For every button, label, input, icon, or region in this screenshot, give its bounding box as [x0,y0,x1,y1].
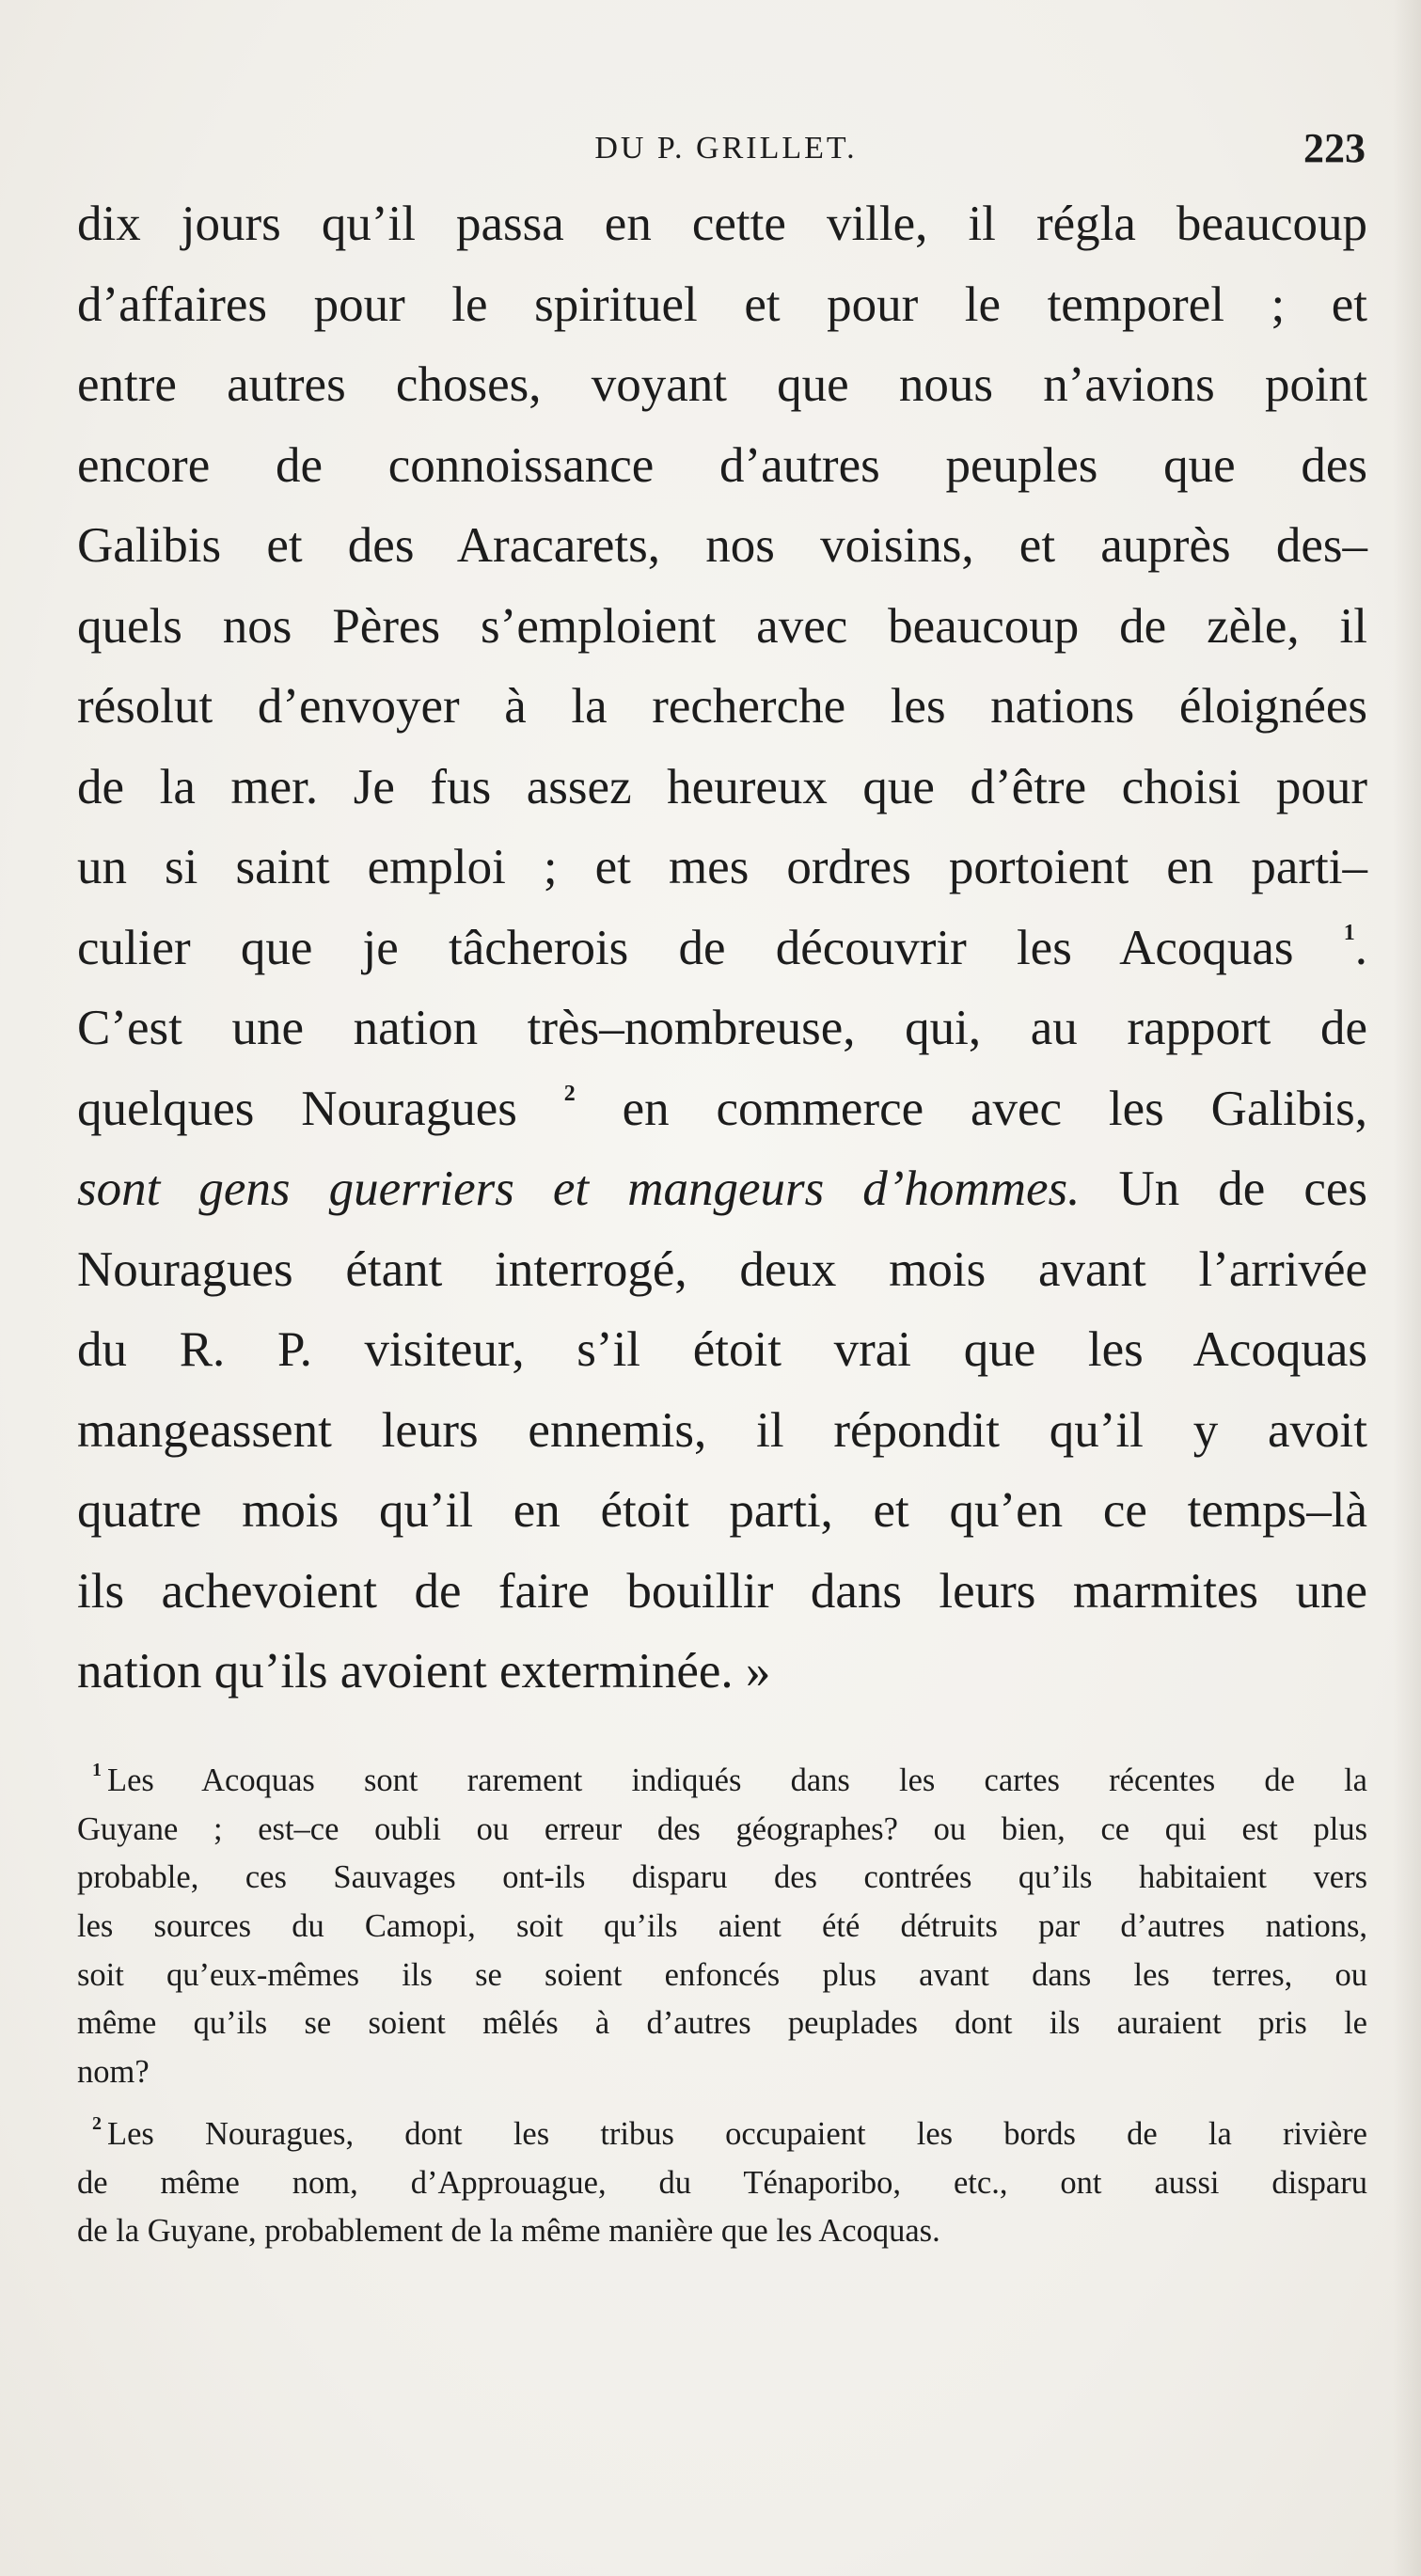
text-line: résolut d’envoyer à la recherche les nations éloignées [77,679,1367,734]
text-segment: culier que je tâcherois de découvrir les Acoquas [77,920,1294,975]
text-line: mangeassent leurs ennemis, il répondit qu’il y avoit [77,1402,1367,1458]
text-line [77,909,1367,989]
footnote-reference[interactable]: 2 [563,1081,576,1106]
footnote-line: de la Guyane, probablement de la même manière que les Acoquas. [77,2213,940,2250]
text-line [77,1149,1367,1230]
text-segment: quelques Nouragues [77,1081,517,1136]
text-line: encore de connoissance d’autres peuples que des [77,437,1367,493]
text-line: d’affaires pour le spirituel et pour le temporel ; et [77,277,1367,332]
footnotes [77,1757,1367,2269]
page-edge-shadow [1393,0,1421,2576]
footnote-line: nom? [77,2054,150,2091]
footnote-2 [77,2110,1367,2256]
text-line: C’est une nation très–nombreuse, qui, au rapport de [77,1001,1367,1055]
text-line: nation qu’ils avoient exterminée. » [77,1644,771,1699]
footnote-line: même qu’ils se soient mêlés à d’autres peuplades dont ils auraient pris le [77,2005,1367,2042]
italic-text: sont gens guerriers et mangeurs d’hommes. [77,1162,1081,1216]
footnote-mark: 2 [92,2112,102,2134]
footnote-line: probable, ces Sauvages ont-ils disparu des contrées qu’ils habitaient vers [77,1859,1367,1896]
text-segment: en commerce avec les Galibis, [622,1081,1368,1136]
text-line: un si saint emploi ; et mes ordres portoient en parti– [77,840,1367,894]
text-line: de la mer. Je fus assez heureux que d’être choisi pour [77,759,1367,814]
text-segment: . [1354,920,1368,975]
text-line: entre autres choses, voyant que nous n’avions point [77,357,1367,412]
text-segment: Les Nouragues, dont les tribus occupaient les bords de la rivière [107,2115,1367,2152]
text-segment: Un de ces [1118,1162,1367,1216]
footnote-line [77,2110,1367,2159]
text-line: du R. P. visiteur, s’il étoit vrai que les Acoquas [77,1322,1367,1377]
text-segment: Les Acoquas sont rarement indiqués dans les cartes récentes de la [107,1762,1367,1798]
text-line: ils achevoient de faire bouillir dans leurs marmites une [77,1563,1367,1619]
footnote-line: Guyane ; est–ce oubli ou erreur des géographes? ou bien, ce qui est plus [77,1810,1367,1847]
footnote-reference[interactable]: 1 [1343,920,1355,945]
text-line: Galibis et des Aracarets, nos voisins, et auprès des– [77,518,1367,573]
running-head [77,120,1375,177]
footnote-mark: 1 [92,1760,102,1780]
footnote-line: soit qu’eux-mêmes ils se soient enfoncés plus avant dans les terres, ou [77,1956,1367,1993]
text-line: dix jours qu’il passa en cette ville, il régla beaucoup [77,197,1367,251]
footnote-line [77,1757,1367,1806]
page-number: 223 [1303,125,1366,171]
text-line: Nouragues étant interrogé, deux mois avant l’arrivée [77,1241,1367,1297]
text-line [77,1069,1367,1150]
main-text [77,184,1367,1713]
footnote-line: de même nom, d’Approuague, du Ténaporibo, etc., ont aussi disparu [77,2164,1367,2201]
footnote-1 [77,1757,1367,2097]
running-title: DU P. GRILLET. [594,131,858,166]
footnote-line: les sources du Camopi, soit qu’ils aient été détruits par d’autres nations, [77,1908,1367,1945]
text-line: quatre mois qu’il en étoit parti, et qu’en ce temps–là [77,1483,1367,1538]
text-line: quels nos Pères s’emploient avec beaucoup de zèle, il [77,598,1367,654]
